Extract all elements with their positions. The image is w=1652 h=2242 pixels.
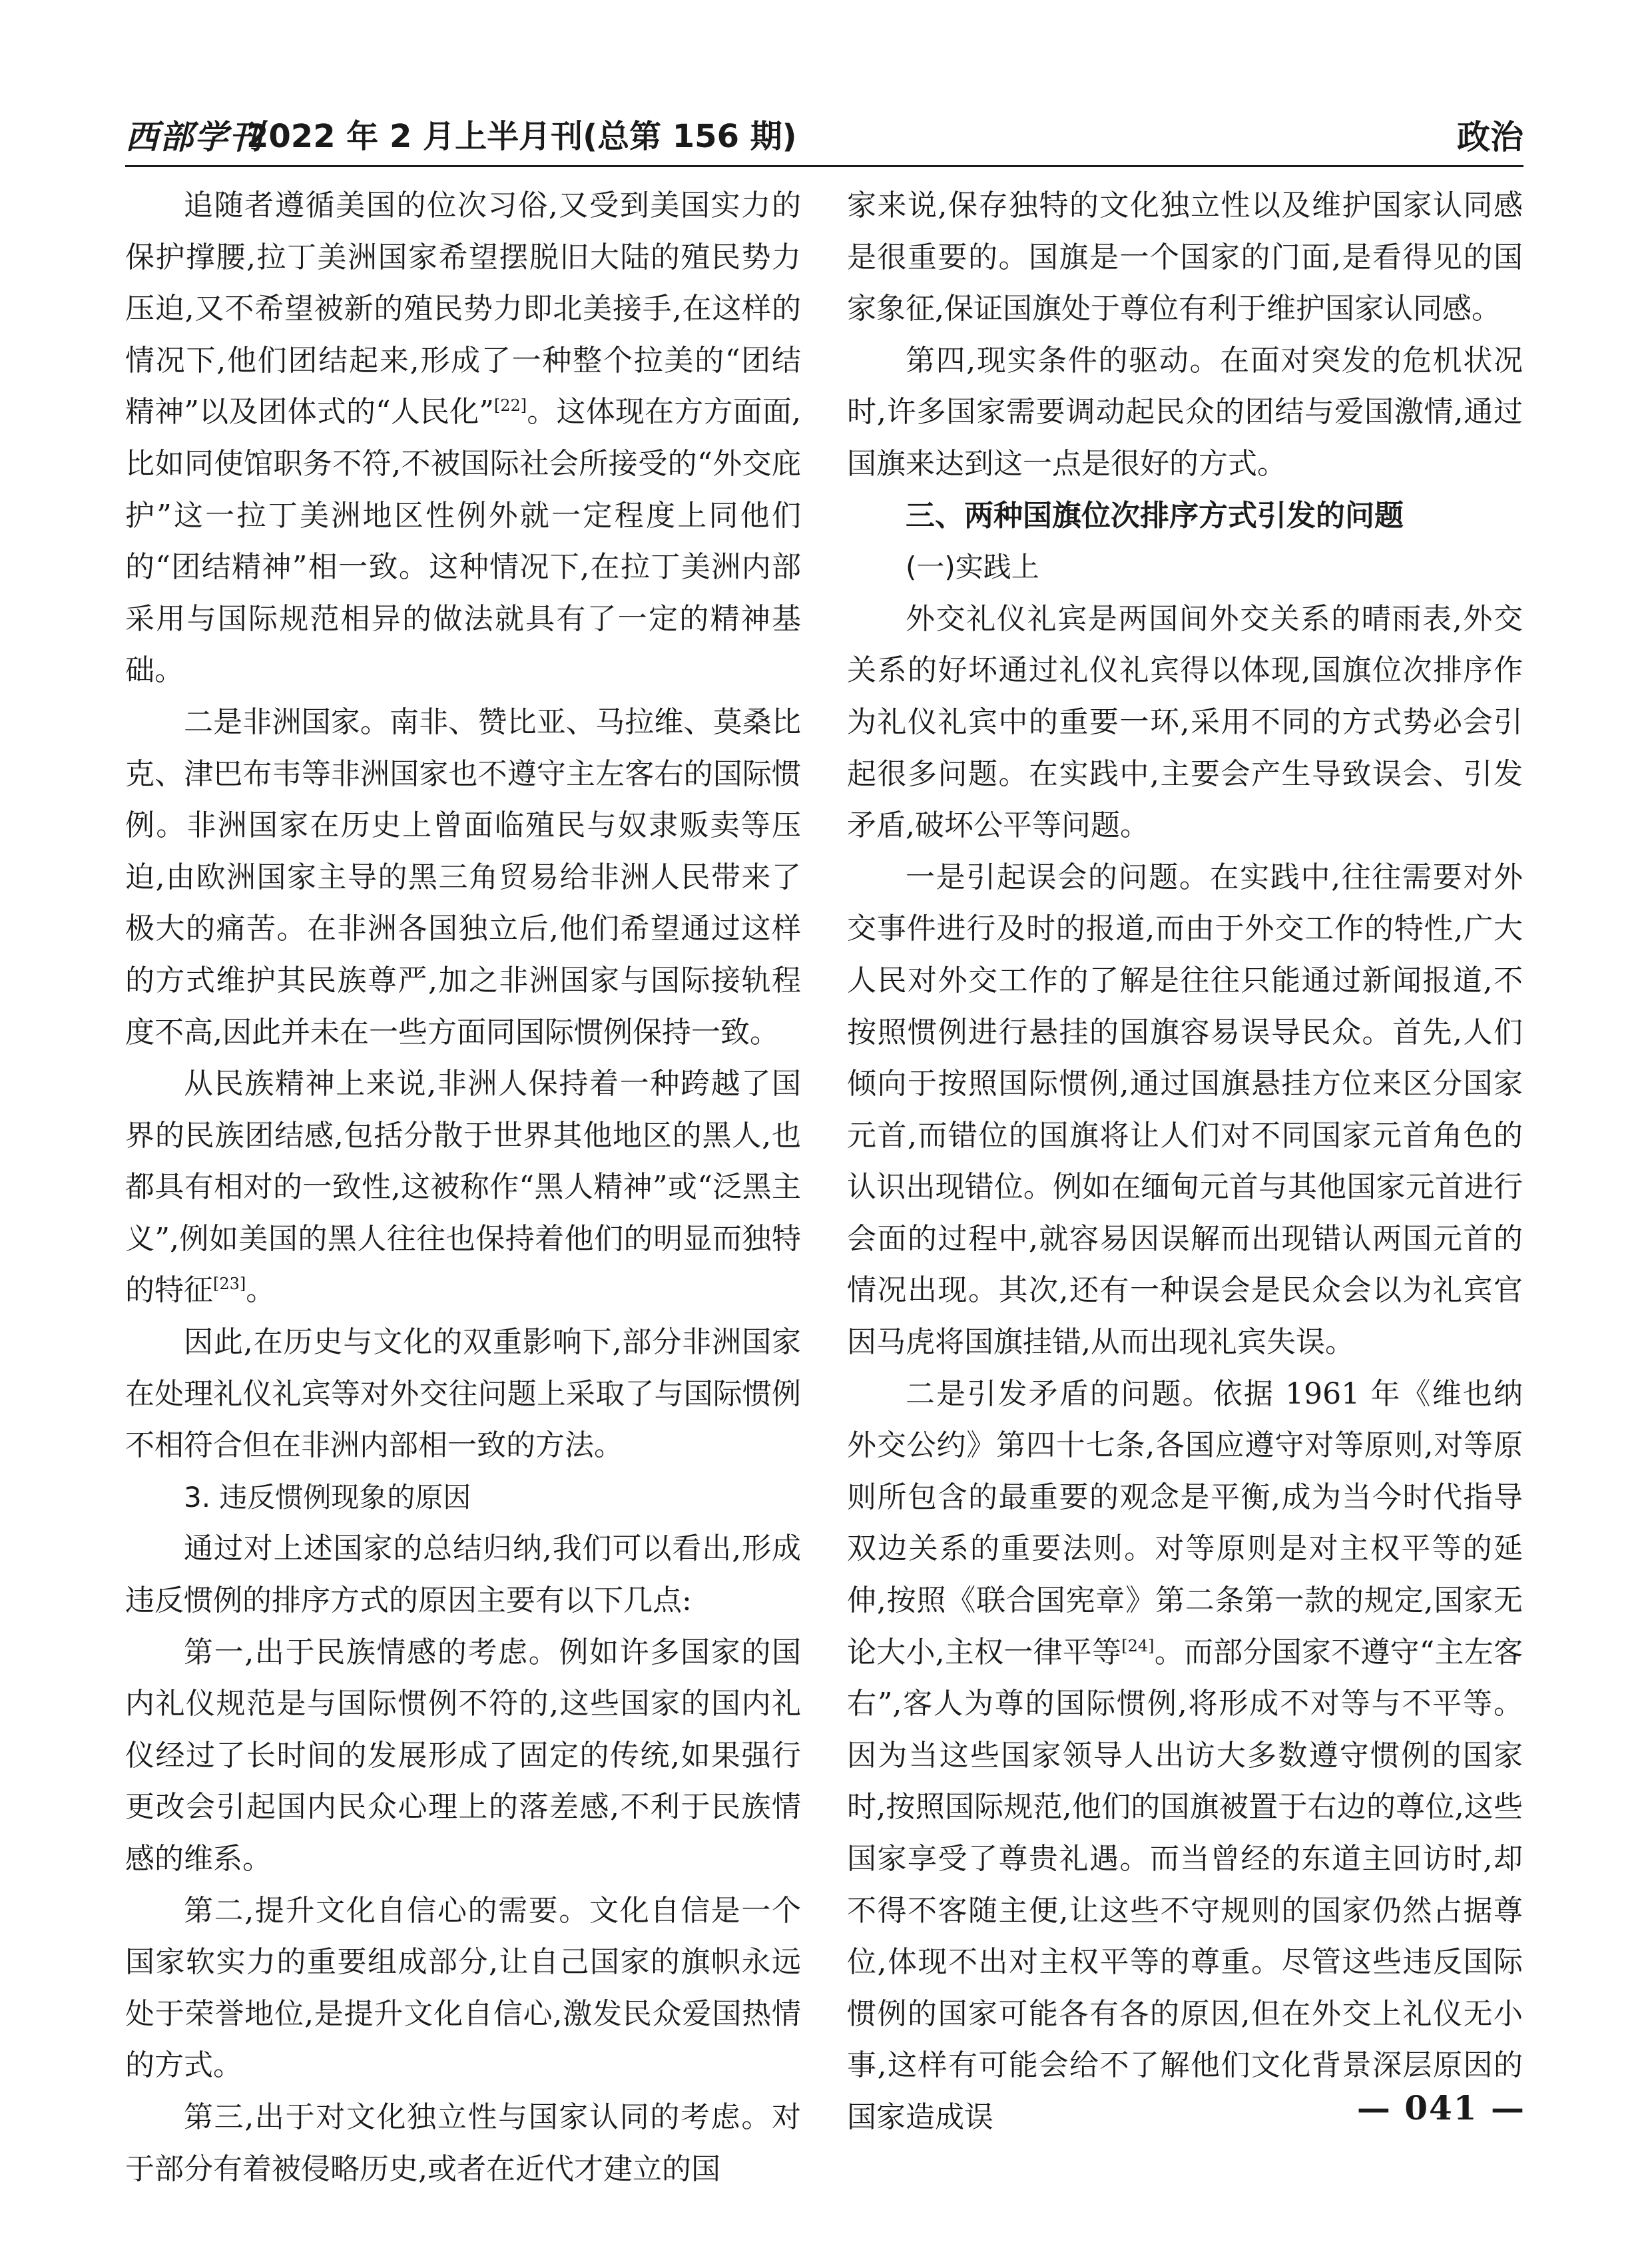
running-header bbox=[125, 108, 1523, 161]
paragraph bbox=[125, 2092, 801, 2195]
paragraph bbox=[125, 180, 801, 697]
paragraph-text: 。这体现在方方面面,比如同使馆职务不符,不被国际社会所接受的“外交庇护”这一拉丁美洲地区性例外就一定程度上同他们的“团结精神”相一致。这种情况下,在拉丁美洲内部采用与国际规范相异的做法就具有了一定的精神基础。 bbox=[125, 395, 801, 688]
paragraph-text: 3. 违反惯例现象的原因 bbox=[184, 1480, 471, 1514]
paragraph bbox=[125, 1523, 801, 1626]
paragraph-text: 因此,在历史与文化的双重影响下,部分非洲国家在处理礼仪礼宾等对外交往问题上采取了与国际惯例不相符合但在非洲内部相一致的方法。 bbox=[125, 1325, 801, 1463]
paragraph bbox=[847, 335, 1523, 490]
paragraph-text: 。而部分国家不遵守“主左客右”,客人为尊的国际惯例,将形成不对等与不平等。因为当这些国家领导人出访大多数遵守惯例的国家时,按照国际规范,他们的国旗被置于右边的尊位,这些国家享受了尊贵礼遇。而当曾经的东道主回访时,却不得不客随主便,让这些不守规则的国家仍然占据尊位,体现不出对主权平等的尊重。尽管这些违反国际惯例的国家可能各有各的原因,但在外交上礼仪无小事,这样有可能会给不了解他们文化背景深层原因的国家造成误 bbox=[847, 1635, 1523, 2134]
issue-info: 2022 年 2 月上半月刊(总第 156 期) bbox=[246, 118, 797, 155]
citation-marker: [23] bbox=[213, 1274, 246, 1294]
section-heading bbox=[847, 490, 1523, 542]
paragraph bbox=[125, 1885, 801, 2092]
paragraph bbox=[847, 1368, 1523, 2143]
paragraph-text: 第三,出于对文化独立性与国家认同的考虑。对于部分有着被侵略历史,或者在近代才建立的国 bbox=[125, 2100, 801, 2186]
paragraph-text: 追随者遵循美国的位次习俗,又受到美国实力的保护撑腰,拉丁美洲国家希望摆脱旧大陆的殖民势力压迫,又不希望被新的殖民势力即北美接手,在这样的情况下,他们团结起来,形成了一种整个拉美的“团结精神”以及团体式的“人民化” bbox=[125, 188, 801, 429]
paragraph bbox=[847, 180, 1523, 335]
journal-logo: 西部学刊 bbox=[125, 117, 264, 156]
paragraph-text: 第二,提升文化自信心的需要。文化自信是一个国家软实力的重要组成部分,让自己国家的旗帜永远处于荣誉地位,是提升文化自信心,激发民众爱国热情的方式。 bbox=[125, 1893, 801, 2083]
paragraph-text: 。 bbox=[246, 1273, 276, 1308]
subsection-heading bbox=[125, 1472, 801, 1524]
paragraph-text: 从民族精神上来说,非洲人保持着一种跨越了国界的民族团结感,包括分散于世界其他地区的黑人,也都具有相对的一致性,这被称作“黑人精神”或“泛黑主义”,例如美国的黑人往往也保持着他们的明显而独特的特征 bbox=[125, 1067, 801, 1308]
paragraph-text: 第一,出于民族情感的考虑。例如许多国家的国内礼仪规范是与国际惯例不符的,这些国家的国内礼仪经过了长时间的发展形成了固定的传统,如果强行更改会引起国内民众心理上的落差感,不利于民族情感的维系。 bbox=[125, 1635, 801, 1876]
paragraph bbox=[125, 1058, 801, 1316]
paragraph-text: 三、两种国旗位次排序方式引发的问题 bbox=[906, 498, 1404, 533]
paragraph bbox=[125, 697, 801, 1058]
paragraph bbox=[847, 593, 1523, 852]
paragraph-text: 二是引发矛盾的问题。依据 1961 年《维也纳外交公约》第四十七条,各国应遵守对等原则,对等原则所包含的最重要的观念是平衡,成为当今时代指导双边关系的重要法则。对等原则是对主权平等的延伸,按照《联合国宪章》第二条第一款的规定,国家无论大小,主权一律平等 bbox=[847, 1376, 1523, 1669]
paragraph bbox=[125, 1627, 801, 1885]
subsection-heading bbox=[847, 541, 1523, 593]
paragraph-text: 第四,现实条件的驱动。在面对突发的危机状况时,许多国家需要调动起民众的团结与爱国激情,通过国旗来达到这一点是很好的方式。 bbox=[847, 343, 1523, 481]
paragraph-text: 通过对上述国家的总结归纳,我们可以看出,形成违反惯例的排序方式的原因主要有以下几点: bbox=[125, 1532, 801, 1618]
left-column bbox=[125, 180, 801, 2186]
citation-marker: [24] bbox=[1121, 1636, 1155, 1655]
page-number: — 041 — bbox=[1356, 2088, 1525, 2127]
paragraph-text: 一是引起误会的问题。在实践中,往往需要对外交事件进行及时的报道,而由于外交工作的特性,广大人民对外交工作的了解是往往只能通过新闻报道,不按照惯例进行悬挂的国旗容易误导民众。首先,人们倾向于按照国际惯例,通过国旗悬挂方位来区分国家元首,而错位的国旗将让人们对不同国家元首角色的认识出现错位。例如在缅甸元首与其他国家元首进行会面的过程中,就容易因误解而出现错认两国元首的情况出现。其次,还有一种误会是民众会以为礼宾官因马虎将国旗挂错,从而出现礼宾失误。 bbox=[847, 860, 1523, 1360]
section-label: 政治 bbox=[1457, 118, 1523, 156]
paragraph-text: (一)实践上 bbox=[906, 551, 1039, 584]
paragraph-text: 二是非洲国家。南非、赞比亚、马拉维、莫桑比克、津巴布韦等非洲国家也不遵守主左客右的国际惯例。非洲国家在历史上曾面临殖民与奴隶贩卖等压迫,由欧洲国家主导的黑三角贸易给非洲人民带来了极大的痛苦。在非洲各国独立后,他们希望通过这样的方式维护其民族尊严,加之非洲国家与国际接轨程度不高,因此并未在一些方面同国际惯例保持一致。 bbox=[125, 704, 801, 1049]
citation-marker: [22] bbox=[493, 396, 527, 416]
paragraph-text: 外交礼仪礼宾是两国间外交关系的晴雨表,外交关系的好坏通过礼仪礼宾得以体现,国旗位次排序作为礼仪礼宾中的重要一环,采用不同的方式势必会引起很多问题。在实践中,主要会产生导致误会、引发矛盾,破坏公平等问题。 bbox=[847, 601, 1523, 843]
paragraph-text: 家来说,保存独特的文化独立性以及维护国家认同感是很重要的。国旗是一个国家的门面,是看得见的国家象征,保证国旗处于尊位有利于维护国家认同感。 bbox=[847, 188, 1523, 326]
paragraph bbox=[125, 1316, 801, 1472]
header-rule bbox=[125, 165, 1523, 167]
paragraph bbox=[847, 852, 1523, 1368]
